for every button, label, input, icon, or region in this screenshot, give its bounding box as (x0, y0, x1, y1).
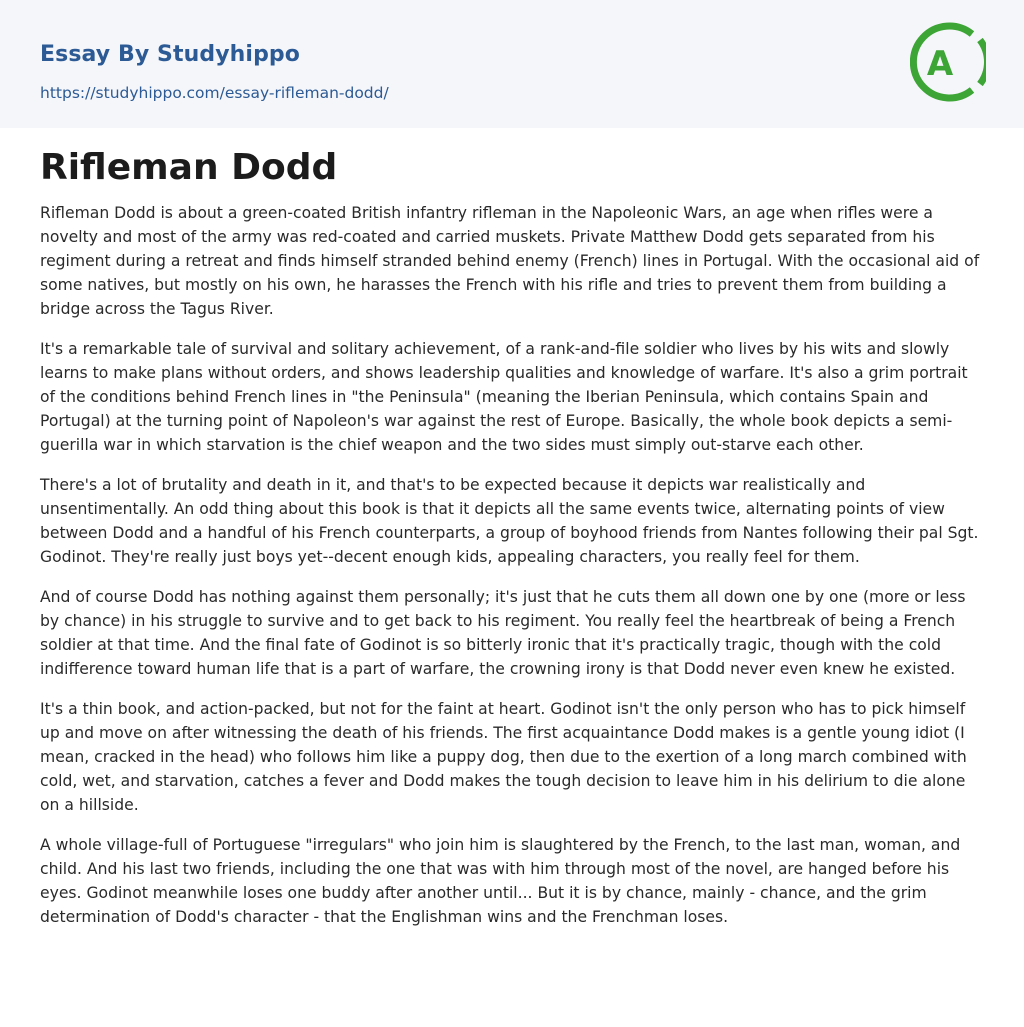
page-url-link[interactable]: https://studyhippo.com/essay-rifleman-dodd/ (40, 84, 389, 102)
circle-a-logo-icon[interactable] (910, 18, 986, 106)
article-paragraph: There's a lot of brutality and death in it, and that's to be expected because it depicts war realistically and unsentimentally. An odd thing about this book is that it depicts all the same events twice, alternating points of view between Dodd and a handful of his French counterparts, a group of boyhood friends from Nantes following their pal Sgt. Godinot. They're really just boys yet--decent enough kids, appealing characters, you really feel for them. (40, 476, 979, 566)
article-content (40, 143, 984, 945)
article-paragraph: It's a thin book, and action-packed, but not for the faint at heart. Godinot isn't the only person who has to pick himself up and move on after witnessing the death of his friends. The first acquaintance Dodd makes is a gentle young idiot (I mean, cracked in the head) who follows him like a puppy dog, then due to the exertion of a long march combined with cold, wet, and starvation, catches a fever and Dodd makes the tough decision to leave him in his delirium to die alone on a hillside. (40, 700, 967, 814)
article-paragraph: And of course Dodd has nothing against them personally; it's just that he cuts them all down one by one (more or less by chance) in his struggle to survive and to get back to his regiment. You really feel the heartbreak of being a French soldier at that time. And the final fate of Godinot is so bitterly ironic that it's practically tragic, though with the cold indifference toward human life that is a part of warfare, the crowning irony is that Dodd never even knew he existed. (40, 588, 966, 678)
logo-letter: A (926, 44, 954, 84)
site-brand-title[interactable]: Essay By Studyhippo (40, 42, 300, 67)
article-paragraph: A whole village-full of Portuguese "irregulars" who join him is slaughtered by the French, to the last man, woman, and child. And his last two friends, including the one that was with him through most of the novel, are hanged before his eyes. Godinot meanwhile loses one buddy after another until... But it is by chance, mainly - chance, and the grim determination of Dodd's character - that the Englishman wins and the Frenchman loses. (40, 836, 961, 926)
site-header (0, 0, 1024, 128)
article-paragraph: It's a remarkable tale of survival and solitary achievement, of a rank-and-file soldier who lives by his wits and slowly learns to make plans without orders, and shows leadership qualities and knowledge of warfare. It's also a grim portrait of the conditions behind French lines in "the Peninsula" (meaning the Iberian Peninsula, which contains Spain and Portugal) at the turning point of Napoleon's war against the rest of Europe. Basically, the whole book depicts a semi-guerilla war in which starvation is the chief weapon and the two sides must simply out-starve each other. (40, 340, 968, 454)
article-paragraph: Rifleman Dodd is about a green-coated British infantry rifleman in the Napoleonic Wars, an age when rifles were a novelty and most of the army was red-coated and carried muskets. Private Matthew Dodd gets separated from his regiment during a retreat and finds himself stranded behind enemy (French) lines in Portugal. With the occasional aid of some natives, but mostly on his own, he harasses the French with his rifle and tries to prevent them from building a bridge across the Tagus River. (40, 204, 980, 318)
article-title: Rifleman Dodd (40, 147, 338, 188)
